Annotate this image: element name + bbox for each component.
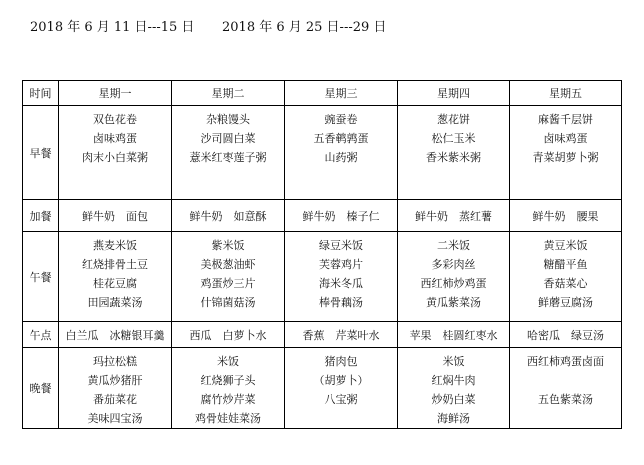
dish-list <box>510 106 621 167</box>
dish-item: 田园蔬菜汤 <box>87 296 143 309</box>
dish-item: 西红柿炒鸡蛋 <box>420 277 487 290</box>
dish-item: 鸡骨娃娃菜汤 <box>195 412 261 425</box>
dish-list <box>510 232 621 312</box>
dish-item: 多彩肉丝 <box>431 258 476 271</box>
day-header-monday: 星期一 <box>59 81 172 106</box>
dish-item: 白兰瓜 冰糖银耳羹 <box>65 328 165 342</box>
dish-item: 葱花饼 <box>437 113 470 126</box>
dish-list <box>172 232 284 312</box>
dish-item: 二米饭 <box>437 239 470 252</box>
corner-cell: 时间 <box>23 81 59 106</box>
menu-cell-afternoon-snack-thursday <box>398 322 510 348</box>
week2-date-range: 2018 年 6 月 25 日---29 日 <box>222 20 387 35</box>
dish-item: 美味四宝汤 <box>87 412 143 425</box>
menu-cell-lunch-wednesday <box>285 232 398 322</box>
menu-cell-afternoon-snack-friday <box>510 322 622 348</box>
dish-item: （胡萝卜） <box>313 374 369 387</box>
dish-item: 鲜牛奶 如意酥 <box>189 209 267 223</box>
dish-item: 卤味鸡蛋 <box>93 132 137 145</box>
meal-label-dinner: 晚餐 <box>23 348 59 429</box>
menu-cell-lunch-monday <box>59 232 172 322</box>
menu-cell-breakfast-monday <box>59 106 172 200</box>
dish-item: 米饭 <box>217 355 239 368</box>
dish-item: 鲜牛奶 面包 <box>82 209 148 223</box>
menu-cell-afternoon-snack-wednesday <box>285 322 398 348</box>
menu-cell-lunch-friday <box>510 232 622 322</box>
dish-item: 鲜牛奶 蒸红薯 <box>415 209 492 223</box>
menu-cell-breakfast-friday <box>510 106 622 200</box>
dish-item <box>564 371 568 390</box>
dish-item: 青菜胡萝卜粥 <box>532 151 599 164</box>
dish-list <box>285 232 397 312</box>
menu-cell-dinner-thursday <box>398 348 510 429</box>
dish-item: 五色紫菜汤 <box>538 393 593 406</box>
dish-item: 黄瓜紫菜汤 <box>426 296 481 309</box>
dish-item: 什锦菌菇汤 <box>200 296 256 309</box>
dish-item: 炒奶白菜 <box>431 393 476 406</box>
dish-list <box>510 348 621 409</box>
dish-item: 紫米饭 <box>211 239 245 252</box>
dish-item: 西瓜 白萝卜水 <box>189 328 267 342</box>
dish-list <box>285 106 397 167</box>
dish-item: 苹果 桂圆红枣水 <box>409 328 498 342</box>
dish-item: 番茄菜花 <box>93 393 137 406</box>
menu-cell-snack-friday <box>510 200 622 232</box>
dish-item: 香菇菜心 <box>543 277 588 290</box>
weekly-menu-table <box>22 80 622 429</box>
dish-item: 猪肉包 <box>324 355 358 368</box>
dish-list <box>285 348 397 409</box>
dish-item: 卤味鸡蛋 <box>543 132 588 145</box>
menu-cell-snack-wednesday <box>285 200 398 232</box>
dish-item: 鸡蛋炒三片 <box>200 277 256 290</box>
dish-list <box>398 348 509 428</box>
week1-date-range: 2018 年 6 月 11 日---15 日 <box>30 20 195 35</box>
dish-item: 沙司圆白菜 <box>200 132 256 145</box>
dish-item: 麻酱千层饼 <box>538 113 593 126</box>
menu-cell-breakfast-tuesday <box>172 106 285 200</box>
table-row-snack <box>23 200 622 232</box>
dish-list <box>59 106 171 167</box>
dish-item: 玛拉松糕 <box>93 355 137 368</box>
dish-item: 红烧排骨土豆 <box>82 258 148 271</box>
day-header-friday: 星期五 <box>510 81 622 106</box>
dish-item: 西红柿鸡蛋卤面 <box>527 355 604 368</box>
date-header <box>0 10 644 34</box>
dish-item: 米饭 <box>442 355 465 368</box>
dish-item: 豌蚕卷 <box>324 113 358 126</box>
menu-cell-snack-thursday <box>398 200 510 232</box>
dish-item: 鲜牛奶 榛子仁 <box>302 209 380 223</box>
dish-item: 哈密瓜 绿豆汤 <box>527 328 604 342</box>
menu-cell-snack-monday <box>59 200 172 232</box>
menu-cell-breakfast-thursday <box>398 106 510 200</box>
meal-label-snack: 加餐 <box>23 200 59 232</box>
dish-list <box>398 232 509 312</box>
dish-list <box>59 348 171 428</box>
dish-item: 肉末小白菜粥 <box>82 151 148 164</box>
menu-cell-lunch-tuesday <box>172 232 285 322</box>
dish-item: 美极葱油虾 <box>200 258 256 271</box>
meal-label-lunch: 午餐 <box>23 232 59 322</box>
dish-item: 桂花豆腐 <box>93 277 137 290</box>
table-row-afternoon-snack <box>23 322 622 348</box>
dish-item: 香米紫米粥 <box>426 151 481 164</box>
dish-item: 黄豆米饭 <box>543 239 588 252</box>
dish-item: 红焖牛肉 <box>431 374 476 387</box>
dish-item: 海米冬瓜 <box>319 277 363 290</box>
menu-cell-dinner-friday <box>510 348 622 429</box>
dish-item: 鲜蘑豆腐汤 <box>538 296 593 309</box>
menu-cell-dinner-monday <box>59 348 172 429</box>
menu-cell-afternoon-snack-monday <box>59 322 172 348</box>
meal-label-breakfast: 早餐 <box>23 106 59 200</box>
menu-cell-snack-tuesday <box>172 200 285 232</box>
dish-item: 糖醋平鱼 <box>543 258 588 271</box>
dish-item: 山药粥 <box>324 151 358 164</box>
menu-cell-dinner-tuesday <box>172 348 285 429</box>
dish-list <box>172 348 284 428</box>
dish-item: 绿豆米饭 <box>319 239 363 252</box>
menu-cell-dinner-wednesday <box>285 348 398 429</box>
dish-item: 海鲜汤 <box>437 412 470 425</box>
menu-cell-breakfast-wednesday <box>285 106 398 200</box>
menu-cell-lunch-thursday <box>398 232 510 322</box>
dish-item: 五香鹌鹑蛋 <box>313 132 369 145</box>
day-header-tuesday: 星期二 <box>172 81 285 106</box>
dish-item: 燕麦米饭 <box>93 239 137 252</box>
dish-item: 八宝粥 <box>324 393 358 406</box>
day-header-thursday: 星期四 <box>398 81 510 106</box>
table-row-dinner <box>23 348 622 429</box>
dish-item: 双色花卷 <box>93 113 137 126</box>
dish-item: 黄瓜炒猪肝 <box>87 374 143 387</box>
dish-item: 棒骨藕汤 <box>319 296 363 309</box>
dish-list <box>59 232 171 312</box>
dish-item: 鲜牛奶 腰果 <box>532 209 599 223</box>
dish-item: 芙蓉鸡片 <box>319 258 363 271</box>
menu-cell-afternoon-snack-tuesday <box>172 322 285 348</box>
table-row-breakfast <box>23 106 622 200</box>
table-row-lunch <box>23 232 622 322</box>
table-header-row <box>23 81 622 106</box>
dish-list <box>172 106 284 167</box>
dish-list <box>398 106 509 167</box>
dish-item: 红烧狮子头 <box>200 374 256 387</box>
dish-item: 薏米红枣莲子粥 <box>189 151 267 164</box>
day-header-wednesday: 星期三 <box>285 81 398 106</box>
dish-item: 香蕉 芹菜叶水 <box>302 328 380 342</box>
dish-item: 杂粮馒头 <box>206 113 250 126</box>
dish-item: 松仁玉米 <box>431 132 476 145</box>
dish-item: 腐竹炒芹菜 <box>200 393 256 406</box>
meal-label-afternoon-snack: 午点 <box>23 322 59 348</box>
